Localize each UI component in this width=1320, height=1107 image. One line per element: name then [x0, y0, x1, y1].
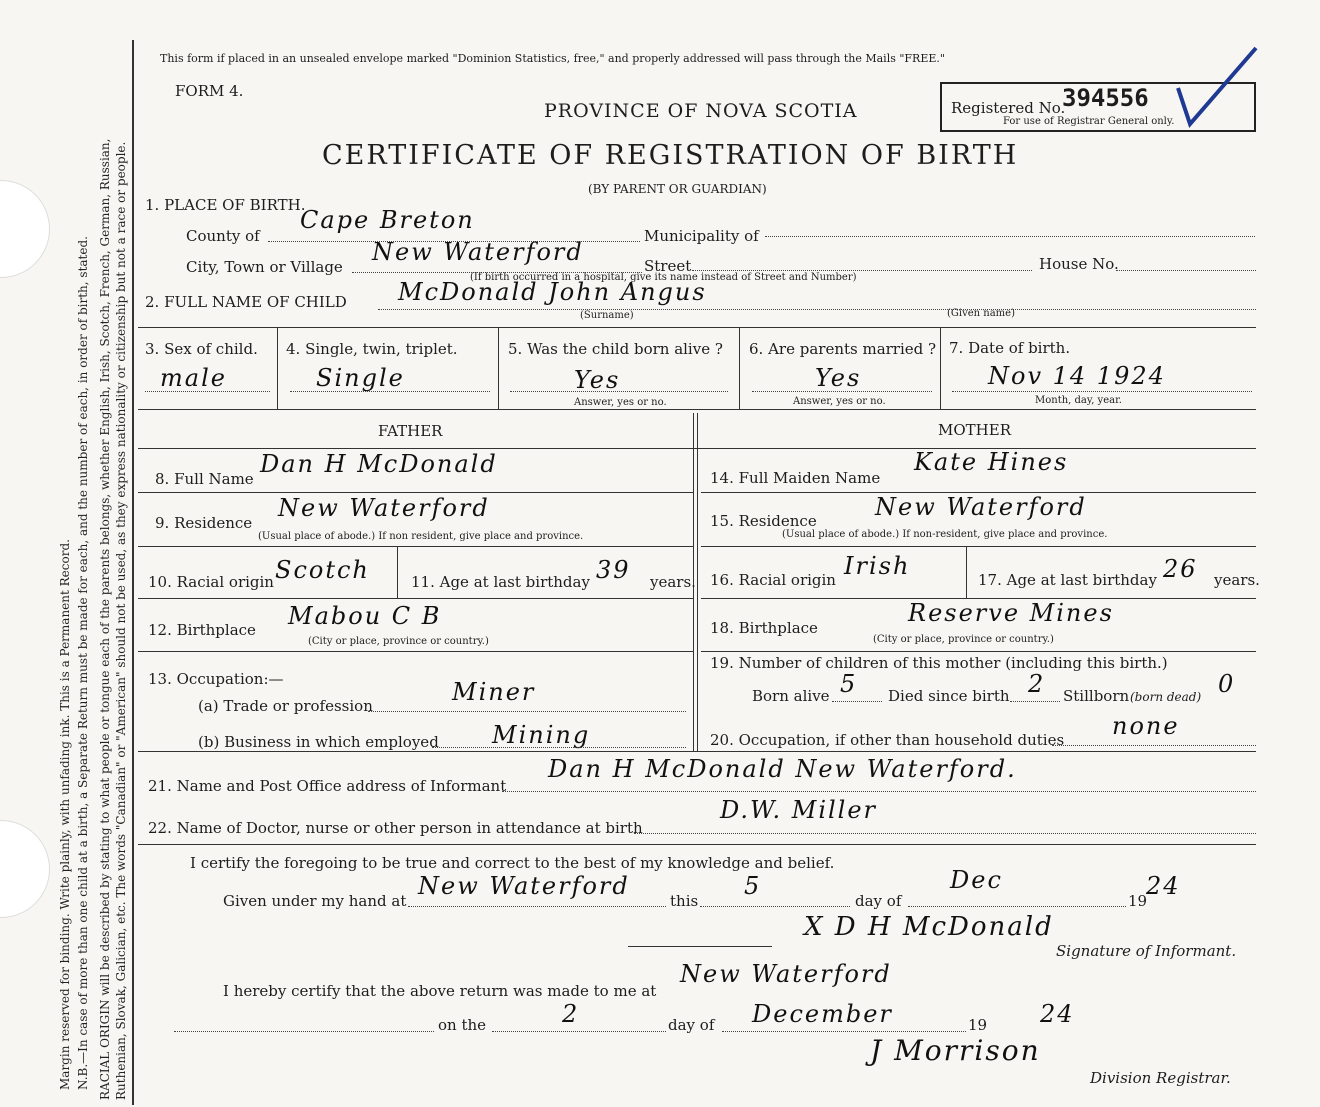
- mother-name-label: 14. Full Maiden Name: [710, 469, 881, 487]
- mother-age-label: 17. Age at last birthday: [978, 571, 1157, 589]
- date-of-birth-note: Month, day, year.: [1035, 395, 1122, 406]
- given-name-note: (Given name): [947, 308, 1015, 319]
- father-birthplace-value: Mabou C B: [288, 602, 442, 630]
- born-alive-label: 5. Was the child born alive ?: [508, 340, 723, 358]
- parents-married-label: 6. Are parents married ?: [749, 340, 937, 358]
- day-of-label: day of: [855, 892, 902, 910]
- informant-label: 21. Name and Post Office address of Informant: [148, 777, 507, 795]
- place-heading: 1. PLACE OF BIRTH.: [145, 196, 306, 214]
- registered-label: Registered No.: [951, 99, 1066, 117]
- mother-birthplace-note: (City or place, province or country.): [873, 634, 1054, 645]
- stillborn-note: (born dead): [1130, 690, 1202, 704]
- date-of-birth-value: Nov 14 1924: [988, 362, 1166, 390]
- born-alive-value: Yes: [574, 366, 621, 394]
- plurality-value: Single: [316, 364, 405, 392]
- born-alive-count-label: Born alive: [752, 687, 830, 705]
- child-name-label: 2. FULL NAME OF CHILD: [145, 293, 347, 311]
- given-day-value: 5: [744, 872, 762, 900]
- plurality-label: 4. Single, twin, triplet.: [286, 340, 458, 358]
- punch-hole: [0, 820, 50, 918]
- form-number: FORM 4.: [175, 82, 244, 100]
- registrar-signature-label: Division Registrar.: [1090, 1069, 1231, 1087]
- father-years-label: years.: [650, 573, 696, 591]
- nb-note: N.B.—In case of more than one child at a birth, a Separate Return must be made for each, and the number of each, in order of birth, stated.: [76, 236, 90, 1090]
- sex-value: male: [160, 364, 227, 392]
- mother-birthplace-label: 18. Birthplace: [710, 619, 818, 637]
- mother-racial-value: Irish: [844, 552, 911, 580]
- registrar-month-value: December: [752, 1000, 893, 1028]
- stillborn-value: 0: [1218, 670, 1236, 698]
- trade-label: (a) Trade or profession: [198, 697, 373, 715]
- mother-abode-note: (Usual place of abode.) If non-resident, give place and province.: [782, 529, 1108, 540]
- mother-racial-label: 16. Racial origin: [710, 571, 836, 589]
- certify-statement: I certify the foregoing to be true and correct to the best of my knowledge and belief.: [190, 854, 835, 872]
- trade-value: Miner: [452, 678, 536, 706]
- father-racial-value: Scotch: [275, 556, 370, 584]
- father-age-value: 39: [596, 556, 631, 584]
- given-year-value: 24: [1146, 872, 1181, 900]
- father-name-label: 8. Full Name: [155, 470, 254, 488]
- father-racial-label: 10. Racial origin: [148, 573, 274, 591]
- registrar-note: For use of Registrar General only.: [1003, 116, 1175, 127]
- racial-origin-note-1: RACIAL ORIGIN will be described by stating to what people or tongue each of the parents belongs, whether English, Irish, Scotch, French, German, Russian,: [98, 138, 112, 1100]
- binding-rule: [132, 40, 134, 1105]
- city-value: New Waterford: [372, 238, 584, 266]
- doctor-label: 22. Name of Doctor, nurse or other person in attendance at birth: [148, 819, 643, 837]
- registrar-year-value: 24: [1040, 1000, 1075, 1028]
- hospital-note: (If birth occurred in a hospital, give its name instead of Street and Number): [470, 272, 857, 283]
- house-no-label: House No.: [1039, 255, 1119, 273]
- mother-birthplace-value: Reserve Mines: [908, 599, 1114, 627]
- father-name-value: Dan H McDonald: [260, 450, 498, 478]
- parents-married-note: Answer, yes or no.: [793, 396, 886, 407]
- mother-residence-label: 15. Residence: [710, 512, 817, 530]
- informant-value: Dan H McDonald New Waterford.: [548, 755, 1017, 783]
- given-year-prefix: 19: [1128, 892, 1148, 910]
- on-the-label: on the: [438, 1016, 487, 1034]
- parents-married-value: Yes: [815, 364, 862, 392]
- doctor-value: D.W. Miller: [720, 796, 878, 824]
- given-under-hand-label: Given under my hand at: [223, 892, 407, 910]
- binding-margin: [0, 0, 138, 1107]
- given-month-value: Dec: [950, 866, 1003, 894]
- registrar-day-value: 2: [562, 1000, 580, 1028]
- registrar-signature: J Morrison: [870, 1034, 1041, 1067]
- city-label: City, Town or Village: [186, 258, 343, 276]
- children-count-label: 19. Number of children of this mother (including this birth.): [710, 654, 1168, 672]
- mother-name-value: Kate Hines: [914, 448, 1069, 476]
- province-title: PROVINCE OF NOVA SCOTIA: [544, 100, 858, 122]
- racial-origin-note-2: Ruthenian, Slovak, Galician, etc. The words "Canadian" or "American" should not be used, as they express nationality or citizenship but not a race or people.: [114, 141, 128, 1100]
- child-name-value: McDonald John Angus: [398, 278, 707, 306]
- stillborn-label: Stillborn: [1063, 687, 1130, 705]
- punch-hole: [0, 180, 50, 278]
- born-alive-count-value: 5: [840, 670, 858, 698]
- county-value: Cape Breton: [300, 206, 475, 234]
- informant-signature-label: Signature of Informant.: [1056, 942, 1237, 960]
- registrar-statement: I hereby certify that the above return was made to me at: [223, 982, 657, 1000]
- father-heading: FATHER: [378, 422, 443, 440]
- sex-label: 3. Sex of child.: [145, 340, 258, 358]
- father-occupation-label: 13. Occupation:—: [148, 670, 284, 688]
- born-alive-note: Answer, yes or no.: [574, 397, 667, 408]
- margin-note: Margin reserved for binding. Write plainly, with unfading ink. This is a Permanent Record.: [58, 539, 72, 1090]
- informant-signature: X D H McDonald: [804, 912, 1054, 942]
- father-residence-label: 9. Residence: [155, 514, 253, 532]
- registrar-year-prefix: 19: [968, 1016, 988, 1034]
- mother-years-label: years.: [1214, 571, 1260, 589]
- registrar-day-of-label: day of: [668, 1016, 715, 1034]
- mother-occupation-label: 20. Occupation, if other than household duties: [710, 731, 1065, 749]
- mother-occupation-value: none: [1112, 712, 1180, 740]
- father-birthplace-note: (City or place, province or country.): [308, 636, 489, 647]
- this-label: this: [670, 892, 699, 910]
- surname-note: (Surname): [580, 310, 634, 321]
- father-birthplace-label: 12. Birthplace: [148, 621, 256, 639]
- mother-residence-value: New Waterford: [875, 493, 1087, 521]
- given-place-value: New Waterford: [418, 872, 630, 900]
- father-residence-value: New Waterford: [278, 494, 490, 522]
- certificate-title: CERTIFICATE OF REGISTRATION OF BIRTH: [322, 140, 1019, 171]
- mother-heading: MOTHER: [938, 421, 1011, 439]
- father-age-label: 11. Age at last birthday: [411, 573, 590, 591]
- business-label: (b) Business in which employed: [198, 733, 439, 751]
- county-label: County of: [186, 227, 260, 245]
- father-abode-note: (Usual place of abode.) If non resident, give place and province.: [258, 531, 584, 542]
- died-since-birth-value: 2: [1028, 670, 1046, 698]
- municipality-label: Municipality of: [644, 227, 759, 245]
- street-label: Street: [644, 257, 692, 275]
- registered-number: 394556: [1062, 84, 1149, 112]
- died-since-birth-label: Died since birth: [888, 687, 1010, 705]
- check-mark-icon: [1176, 44, 1260, 130]
- mother-age-value: 26: [1163, 555, 1198, 583]
- mail-note: This form if placed in an unsealed envelope marked "Dominion Statistics, free," and properly addressed will pass through the Mails "FREE.": [160, 52, 945, 65]
- certificate-subtitle: (BY PARENT OR GUARDIAN): [588, 182, 767, 196]
- date-of-birth-label: 7. Date of birth.: [949, 339, 1071, 357]
- registrar-place-value: New Waterford: [680, 960, 892, 988]
- business-value: Mining: [492, 721, 591, 749]
